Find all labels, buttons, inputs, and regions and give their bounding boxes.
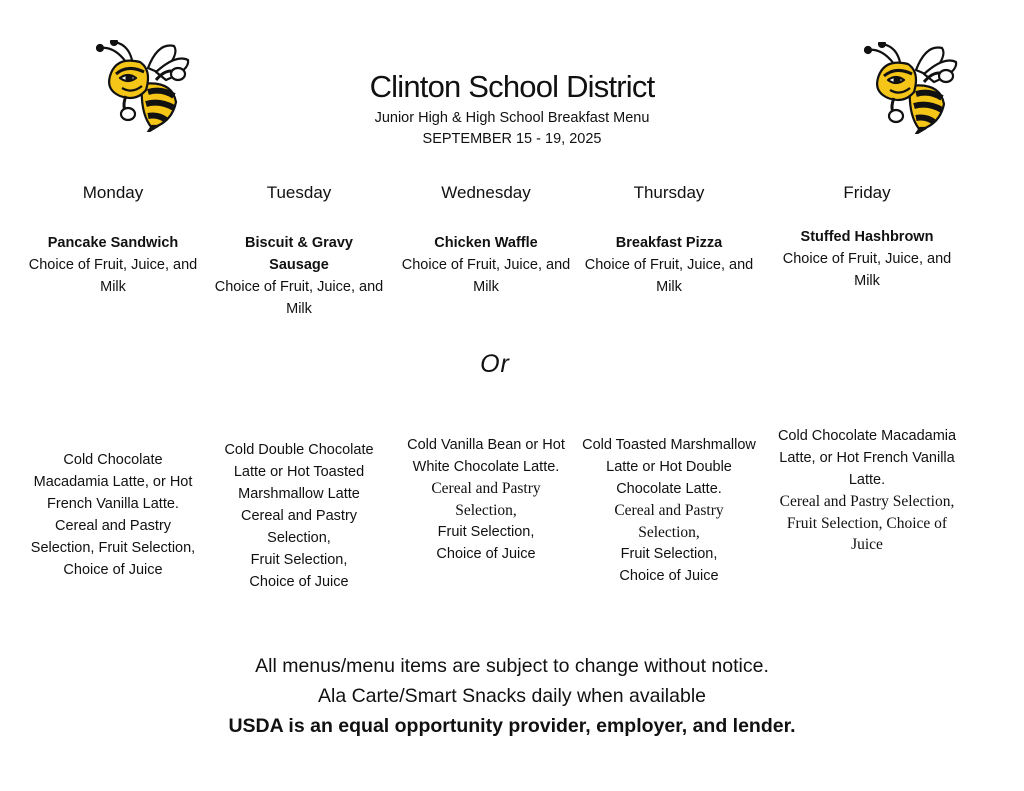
main-item: Biscuit & Gravy Sausage [245,235,353,273]
main-entry-tuesday [211,232,387,320]
yellow-jacket-mascot-icon [864,42,968,134]
main-sides: Choice of Fruit, Juice, and Milk [214,279,384,317]
alt-text: Cereal and Pastry Selection, [240,508,358,546]
alt-entry-tuesday [211,439,387,593]
menu-subtitle: Junior High & High School Breakfast Menu [374,110,650,126]
alt-entry-monday [25,449,201,581]
main-item: Stuffed Hashbrown [800,229,934,245]
main-sides: Choice of Fruit, Juice, and Milk [782,251,952,289]
alt-text: Cereal and Pastry Selection, [431,480,541,519]
alt-text: Cold Chocolate Macadamia Latte, or Hot French Vanilla Latte. Cereal and Pastry Selection, Fruit Selection, Choice of Juice [30,452,196,578]
alt-entry-friday [771,425,963,556]
main-item: Chicken Waffle [434,235,538,251]
alt-text: Choice of Juice [619,568,719,584]
alt-text: Choice of Juice [436,546,536,562]
footer-usda-statement: USDA is an equal opportunity provider, employer, and lender. [228,715,796,737]
alt-text: Cold Toasted Marshmallow Latte or Hot Double Chocolate Latte. [582,437,756,497]
day-heading-monday: Monday [82,183,144,202]
main-entry-friday [771,226,963,292]
menu-footer [112,651,912,741]
alt-text: Fruit Selection, [620,546,718,562]
day-heading-tuesday: Tuesday [266,183,332,202]
alt-text: Cereal and Pastry Selection, Fruit Selection, Choice of Juice [779,493,955,553]
main-entry-monday [25,232,201,298]
alt-text: Choice of Juice [249,574,349,590]
alt-text: Cold Vanilla Bean or Hot White Chocolate Latte. [407,437,565,475]
alt-entry-thursday [581,434,757,587]
main-sides: Choice of Fruit, Juice, and Milk [584,257,754,295]
main-entry-thursday [581,232,757,298]
main-entry-wednesday [398,232,574,298]
main-sides: Choice of Fruit, Juice, and Milk [401,257,571,295]
footer-ala-carte: Ala Carte/Smart Snacks daily when available [317,685,707,707]
day-heading-thursday: Thursday [633,183,705,202]
alt-text: Cold Chocolate Macadamia Latte, or Hot French Vanilla Latte. [777,428,957,488]
alt-entry-wednesday [398,434,574,565]
main-item: Breakfast Pizza [615,235,723,251]
page-title: Clinton School District [369,69,655,104]
main-sides: Choice of Fruit, Juice, and Milk [28,257,198,295]
footer-notice: All menus/menu items are subject to change without notice. [255,655,769,677]
day-heading-friday: Friday [843,183,891,202]
alt-text: Cereal and Pastry Selection, [614,502,724,541]
or-divider: Or [480,350,510,378]
menu-header [262,66,762,150]
date-range: SEPTEMBER 15 - 19, 2025 [422,131,602,147]
alt-text: Fruit Selection, [437,524,535,540]
yellow-jacket-mascot-icon [96,40,200,132]
main-item: Pancake Sandwich [47,235,179,251]
day-heading-wednesday: Wednesday [441,183,531,202]
alt-text: Fruit Selection, [250,552,348,568]
alt-text: Cold Double Chocolate Latte or Hot Toasted Marshmallow Latte [224,442,374,502]
